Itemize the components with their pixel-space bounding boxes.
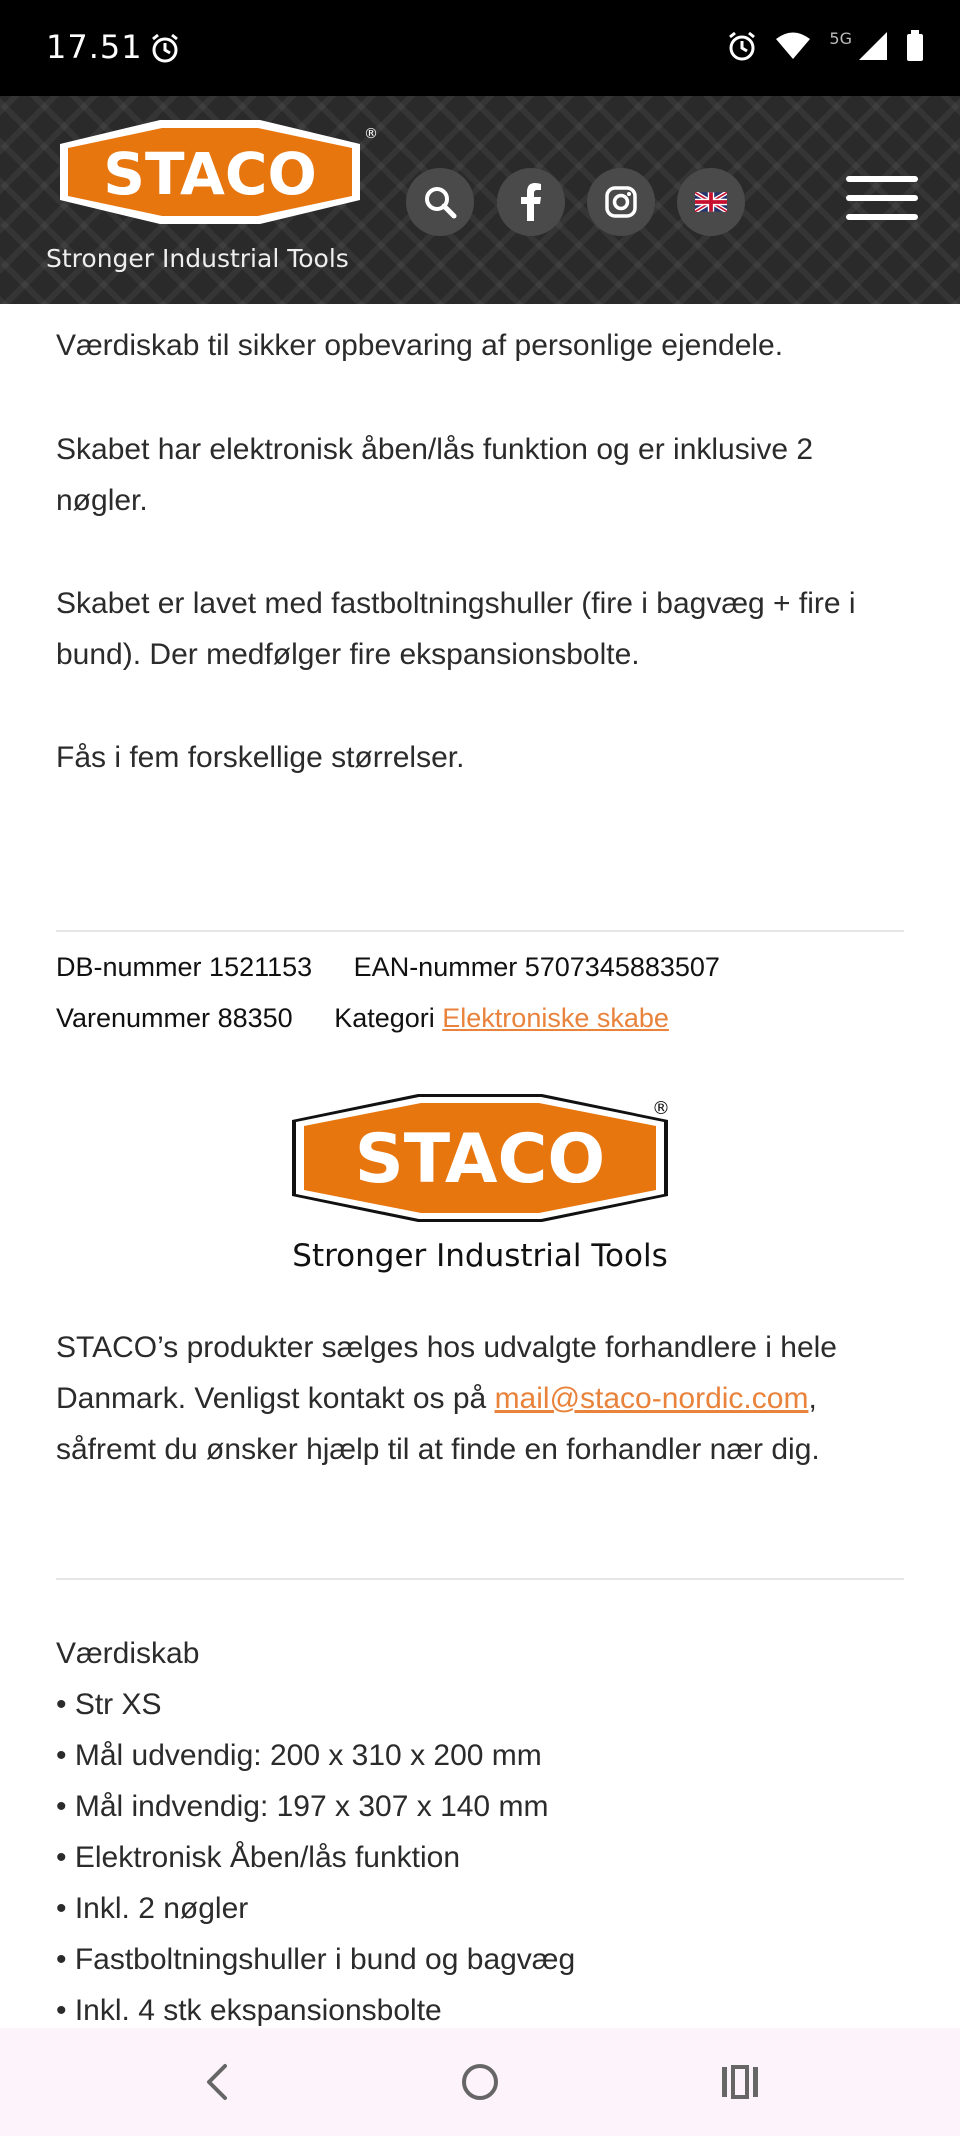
system-nav-bar [0,2028,960,2136]
status-time: 17.51 [46,28,143,66]
instagram-button[interactable] [587,168,655,236]
svg-text:STACO: STACO [103,140,317,208]
wifi-icon [775,32,811,60]
home-button[interactable] [456,2058,504,2106]
header-tagline: Stronger Industrial Tools [46,244,349,273]
facebook-button[interactable] [497,168,565,236]
kategori-link[interactable]: Elektroniske skabe [442,1003,669,1033]
ean-value: 5707345883507 [524,952,720,982]
spec-item: • Mål indvendig: 197 x 307 x 140 mm [56,1790,549,1823]
description-paragraph: Skabet har elektronisk åben/lås funktion og er inklusive 2 nøgler. [56,433,814,517]
spec-item: • Str XS [56,1688,162,1721]
home-icon [460,2062,500,2102]
search-icon [423,185,457,219]
ean-label: EAN-nummer [353,952,518,982]
db-value: 1521153 [209,952,313,982]
language-button[interactable] [677,168,745,236]
footer-tagline: Stronger Industrial Tools [292,1238,668,1274]
kategori-label: Kategori [334,1003,435,1033]
recents-icon [720,2064,760,2100]
back-icon [203,2062,233,2102]
contact-text: , såfremt du ønsker hjælp til at finde en forhandler nær dig. [56,1382,820,1466]
divider [56,930,904,932]
spec-item: • Inkl. 2 nøgler [56,1892,249,1925]
network-type: 5G [829,28,852,48]
facebook-icon [520,183,542,221]
hamburger-menu-icon[interactable] [846,176,918,222]
spec-item: Værdiskab [56,1637,200,1670]
description-paragraph: Fås i fem forskellige størrelser. [56,741,465,774]
contact-email-link[interactable]: mail@staco-nordic.com [494,1382,809,1415]
staco-footer-logo [288,1090,672,1230]
description-paragraph: Skabet er lavet med fastboltningshuller (fire i bagvæg + fire i bund). Der medfølger fire ekspansionsbolte. [56,587,856,671]
spec-item: • Fastboltningshuller i bund og bagvæg [56,1943,576,1976]
site-header [0,96,960,304]
uk-flag-icon [695,192,727,212]
vare-label: Varenummer [56,1003,211,1033]
contact-text: STACO’s produkter sælges hos udvalgte forhandlere i hele Danmark. Venligst kontakt os på [56,1331,837,1415]
search-button[interactable] [406,168,474,236]
recents-button[interactable] [716,2058,764,2106]
vare-value: 88350 [217,1003,293,1033]
alarm-icon [727,30,757,62]
svg-text:®: ® [652,1098,670,1119]
contact-paragraph [56,1322,916,1475]
svg-text:STACO: STACO [354,1120,606,1199]
spec-list [56,1628,575,2036]
battery-icon [906,30,924,62]
product-meta-row [56,952,720,983]
spec-item: • Inkl. 4 stk ekspansionsbolte [56,1994,442,2027]
instagram-icon [605,186,637,218]
description-paragraph: Værdiskab til sikker opbevaring af personlige ejendele. [56,329,784,362]
status-bar [0,0,960,96]
alarm-icon [150,32,180,64]
db-label: DB-nummer [56,952,202,982]
back-button[interactable] [194,2058,242,2106]
divider [56,1578,904,1580]
spec-item: • Mål udvendig: 200 x 310 x 200 mm [56,1739,542,1772]
svg-text:®: ® [364,126,378,142]
product-meta-row [56,1003,669,1034]
spec-item: • Elektronisk Åben/lås funktion [56,1841,461,1874]
signal-icon [858,31,888,61]
